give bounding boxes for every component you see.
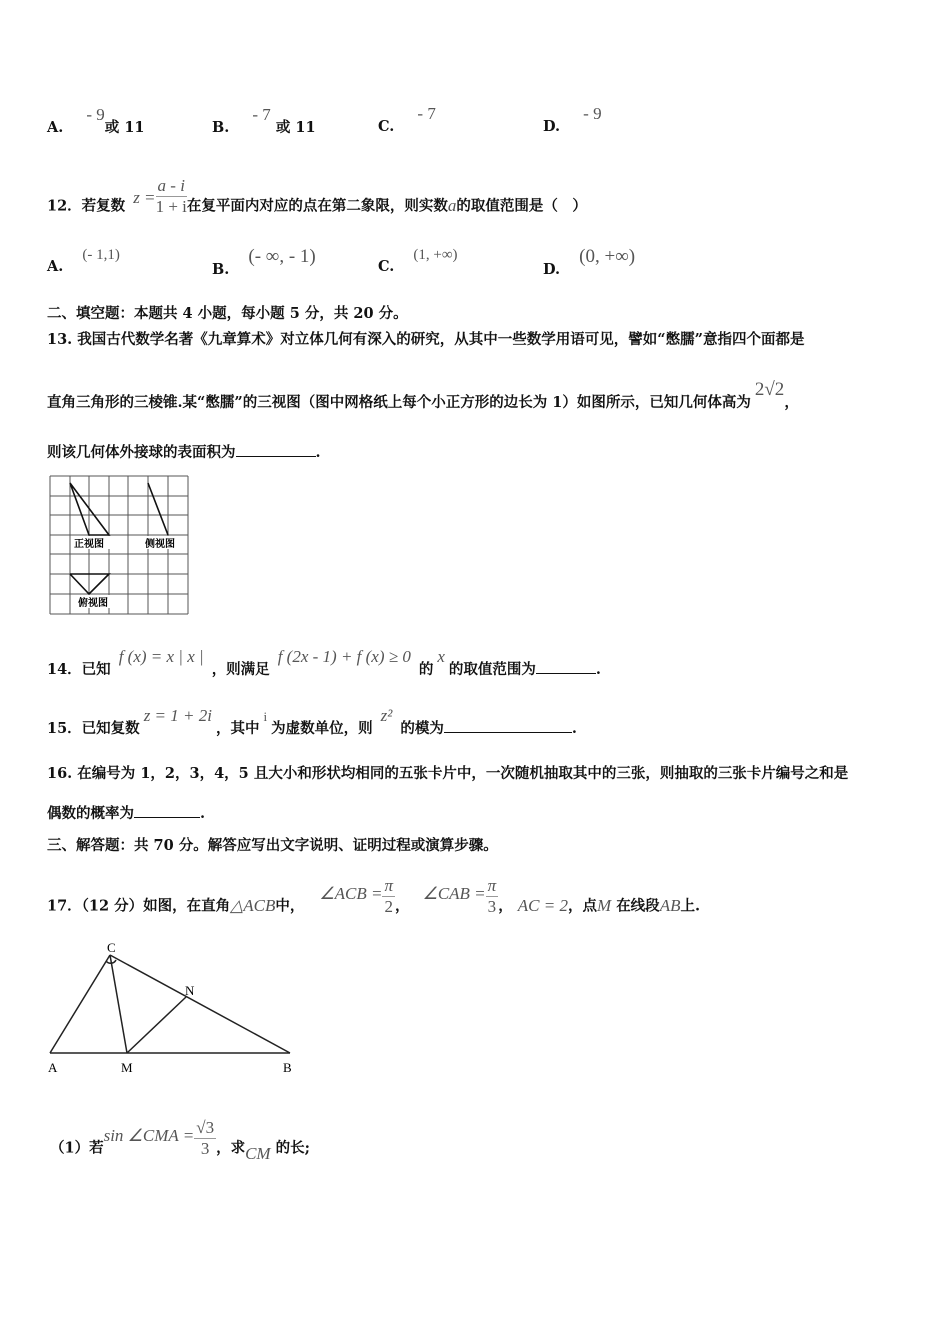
section-3-heading: 三、解答题：共 70 分。解答应写出文字说明、证明过程或演算步骤。 xyxy=(47,837,498,854)
segment-ac xyxy=(50,955,110,1053)
label-a: A xyxy=(48,1060,58,1075)
question-15: 15．已知复数z = 1 + 2i，其中i为虚数单位，则z²的模为 . xyxy=(47,706,577,737)
top-view-label: 俯视图 xyxy=(78,598,108,609)
q12-option-c: C. (1, +∞) xyxy=(378,247,458,275)
question-16-line-2: 偶数的概率为 . xyxy=(47,805,206,822)
q11-option-c: C. - 7 xyxy=(378,104,436,135)
question-16-line-1: 16. 在编号为 1，2，3，4，5 且大小和形状均相同的五张卡片中，一次随机抽取其中的三张，则抽取的三张卡片编号之和是 xyxy=(47,765,849,782)
q12-option-a: A. (- 1,1) xyxy=(47,247,120,275)
front-view-label: 正视图 xyxy=(74,539,104,550)
segment-cb xyxy=(110,955,290,1053)
q12-option-b: B. (- ∞, - 1) xyxy=(212,246,316,278)
three-view-figure xyxy=(48,474,192,618)
side-view-label: 侧视图 xyxy=(145,539,175,550)
section-2-heading: 二、填空题：本题共 4 小题，每小题 5 分，共 20 分。 xyxy=(47,305,408,322)
label-b: B xyxy=(283,1060,292,1075)
segment-cm xyxy=(110,955,127,1053)
q12-option-d: D. (0, +∞) xyxy=(543,246,636,278)
q11-option-d: D. - 9 xyxy=(543,104,602,135)
label-n: N xyxy=(185,983,195,998)
question-17-part-1: （1）若sin ∠CMA = $\frac{√3}{3}$ ，求CM 的长; xyxy=(50,1118,310,1163)
side-view-shape xyxy=(148,483,168,535)
q11-option-a: A. - 9或 11 xyxy=(47,105,145,136)
label-m: M xyxy=(121,1060,133,1075)
segment-mn xyxy=(127,997,186,1053)
triangle-figure xyxy=(40,935,310,1080)
label-c: C xyxy=(107,940,116,955)
question-13-line-2: 直角三角形的三棱锥.某“憋臑”的三视图（图中网格纸上每个小正方形的边长为 1）如图所示，已知几何体高为2√2， xyxy=(47,379,799,411)
q11-option-b: B. - 7 或 11 xyxy=(212,105,316,136)
question-17: 17．（12 分）如图，在直角△ACB中， ∠ACB = $\frac{\pi}{2}$ ， ∠CAB = $\frac{\pi}{3}$ ， AC = 2，点M 在线段AB上. xyxy=(47,876,701,916)
question-14: 14．已知f (x) = x | x |，则满足f (2x - 1) + f (x) ≥ 0的x的取值范围为 . xyxy=(47,647,601,678)
question-12: 12．若复数 z = $\frac{a - i}{1 + i}$ 在复平面内对应的点在第二象限，则实数a的取值范围是（ ） xyxy=(47,176,587,216)
question-13-line-3: 则该几何体外接球的表面积为 . xyxy=(47,444,321,461)
question-13-line-1: 13. 我国古代数学名著《九章算术》对立体几何有深入的研究，从其中一些数学用语可见，譬如“憋臑”意指四个面都是 xyxy=(47,331,805,348)
